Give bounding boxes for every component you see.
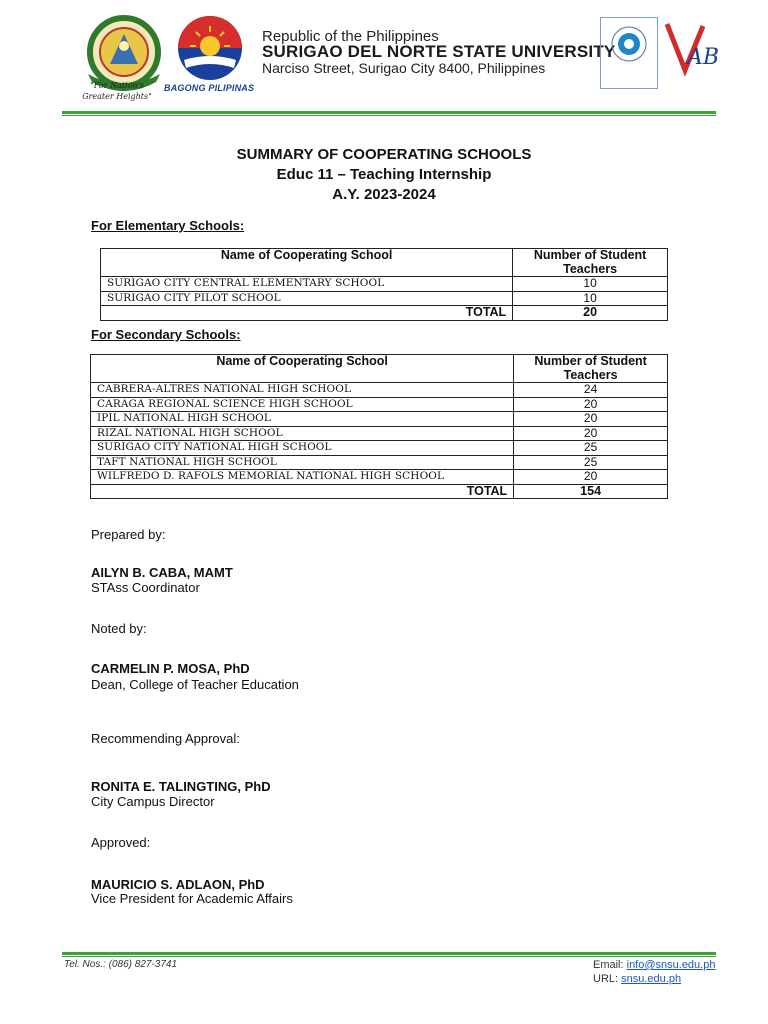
svg-text:AB: AB (687, 45, 720, 70)
university-motto (62, 80, 172, 102)
table-row (101, 291, 668, 306)
table-header-row (101, 249, 668, 277)
email-link[interactable]: info@snsu.edu.ph (626, 959, 716, 971)
school-name: TAFT NATIONAL HIGH SCHOOL (91, 455, 514, 470)
university-name: SURIGAO DEL NORTE STATE UNIVERSITY (262, 42, 616, 61)
bagong-pilipinas-text: BAGONG PILIPINAS (164, 83, 255, 93)
total-label: TOTAL (91, 484, 514, 499)
col-school-name: Name of Cooperating School (101, 249, 513, 277)
course-title: Educ 11 – Teaching Internship (276, 166, 492, 183)
recommending-approval-position: City Campus Director (91, 794, 215, 809)
table-row (91, 383, 668, 398)
approved-label: Approved: (91, 835, 151, 850)
recommending-approval-name: RONITA E. TALINGTING, PhD (91, 779, 271, 794)
document-title: SUMMARY OF COOPERATING SCHOOLS (236, 146, 532, 163)
republic-line: Republic of the Philippines (262, 28, 439, 45)
approved-name: MAURICIO S. ADLAON, PhD (91, 877, 265, 892)
student-count: 24 (514, 383, 668, 398)
elementary-section-label: For Elementary Schools: (91, 218, 245, 233)
table-row (101, 277, 668, 292)
bagong-pilipinas-logo (174, 12, 246, 84)
footer-rule-thin (62, 956, 716, 957)
school-name: WILFREDO D. RAFOLS MEMORIAL NATIONAL HIGH SCHOOL (91, 470, 514, 485)
motto-line-1: "For Nation's (90, 81, 144, 90)
secondary-section-label: For Secondary Schools: (91, 327, 241, 342)
footer-rule (62, 952, 716, 955)
table-row (91, 441, 668, 456)
table-row (91, 412, 668, 427)
student-count: 20 (514, 470, 668, 485)
student-count: 20 (514, 426, 668, 441)
url-label: URL: (593, 973, 622, 985)
total-value: 20 (513, 306, 668, 321)
recommending-approval-label: Recommending Approval: (91, 731, 240, 746)
prepared-by-label: Prepared by: (91, 527, 166, 542)
student-count: 10 (513, 291, 668, 306)
noted-by-label: Noted by: (91, 621, 147, 636)
col-school-name: Name of Cooperating School (91, 355, 514, 383)
university-address: Narciso Street, Surigao City 8400, Philippines (262, 60, 546, 76)
total-value: 154 (514, 484, 668, 499)
school-name: SURIGAO CITY CENTRAL ELEMENTARY SCHOOL (101, 277, 513, 292)
total-label: TOTAL (101, 306, 513, 321)
socotec-iso-logo (600, 17, 658, 89)
table-row (91, 426, 668, 441)
school-name: CABRERA-ALTRES NATIONAL HIGH SCHOOL (91, 383, 514, 398)
noted-by-position: Dean, College of Teacher Education (91, 677, 299, 692)
student-count: 25 (514, 441, 668, 456)
email-line (593, 959, 715, 971)
motto-line-2: Greater Heights" (82, 92, 152, 101)
secondary-table (90, 354, 668, 499)
total-row (91, 484, 668, 499)
table-row (91, 470, 668, 485)
academic-year: A.Y. 2023-2024 (332, 186, 436, 203)
school-name: CARAGA REGIONAL SCIENCE HIGH SCHOOL (91, 397, 514, 412)
noted-by-name: CARMELIN P. MOSA, PhD (91, 661, 250, 676)
elementary-table (100, 248, 668, 321)
header-rule (62, 111, 716, 114)
school-name: SURIGAO CITY PILOT SCHOOL (101, 291, 513, 306)
col-student-teachers: Number of Student Teachers (514, 355, 668, 383)
email-label: Email: (593, 959, 627, 971)
telephone-numbers: Tel. Nos.: (086) 827-3741 (64, 959, 178, 970)
school-name: RIZAL NATIONAL HIGH SCHOOL (91, 426, 514, 441)
table-header-row (91, 355, 668, 383)
school-name: IPIL NATIONAL HIGH SCHOOL (91, 412, 514, 427)
table-row (91, 455, 668, 470)
pab-accreditation-logo (663, 20, 723, 90)
prepared-by-position: STAss Coordinator (91, 580, 200, 595)
student-count: 20 (514, 412, 668, 427)
url-line (593, 973, 681, 985)
table-row (91, 397, 668, 412)
student-count: 25 (514, 455, 668, 470)
header-rule-thin (62, 115, 716, 116)
school-name: SURIGAO CITY NATIONAL HIGH SCHOOL (91, 441, 514, 456)
approved-position: Vice President for Academic Affairs (91, 891, 293, 906)
prepared-by-name: AILYN B. CABA, MAMT (91, 565, 233, 580)
student-count: 10 (513, 277, 668, 292)
student-count: 20 (514, 397, 668, 412)
total-row (101, 306, 668, 321)
col-student-teachers: Number of Student Teachers (513, 249, 668, 277)
url-link[interactable]: snsu.edu.ph (621, 973, 682, 985)
